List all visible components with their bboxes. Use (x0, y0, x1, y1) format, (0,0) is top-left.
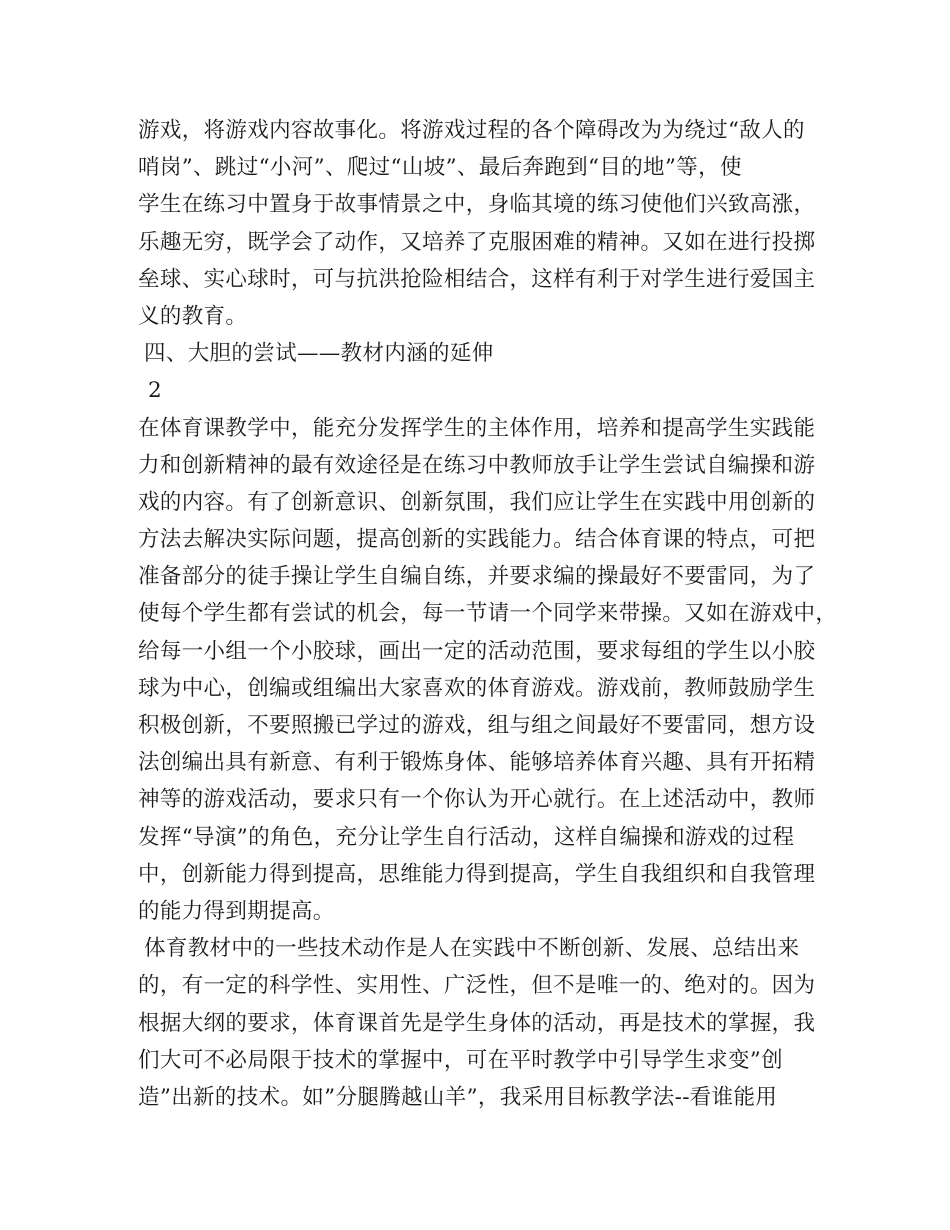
paragraph-line: 球为中心，创编或组编出大家喜欢的体育游戏。游戏前，教师鼓励学生 (138, 675, 816, 701)
paragraph-line: 垒球、实心球时，可与抗洪抢险相结合，这样有利于对学生进行爱国主 (138, 266, 816, 292)
paragraph-line: 中，创新能力得到提高，思维能力得到提高，学生自我组织和自我管理 (138, 861, 816, 887)
paragraph-line: 哨岗”、跳过“小河”、爬过“山坡”、最后奔跑到“目的地”等，使 (138, 155, 742, 181)
paragraph-line: 积极创新，不要照搬已学过的游戏，组与组之间最好不要雷同，想方设 (138, 713, 816, 738)
paragraph-line: 的能力得到期提高。 (138, 898, 335, 924)
paragraph-line: 造”出新的技术。如”分腿腾越山羊”，我采用目标教学法--看谁能用 (138, 1084, 778, 1110)
paragraph-line: 力和创新精神的最有效途径是在练习中教师放手让学生尝试自编操和游 (138, 452, 816, 478)
paragraph-line: 游戏，将游戏内容故事化。将游戏过程的各个障碍改为为绕过“敌人的 (138, 118, 805, 143)
paragraph-line: 准备部分的徒手操让学生自编自练，并要求编的操最好不要雷同，为了 (138, 564, 816, 590)
paragraph-line: 根据大纲的要求，体育课首先是学生身体的活动，再是技术的掌握，我 (138, 1010, 816, 1036)
paragraph-line: 方法去解决实际问题，提高创新的实践能力。结合体育课的特点，可把 (138, 527, 816, 553)
paragraph-line: 神等的游戏活动，要求只有一个你认为开心就行。在上述活动中，教师 (138, 787, 816, 813)
document-body (138, 112, 838, 1116)
paragraph-line: 戏的内容。有了创新意识、创新氛围，我们应让学生在实践中用创新的 (138, 489, 816, 515)
paragraph-line: 体育教材中的一些技术动作是人在实践中不断创新、发展、总结出来 (144, 936, 800, 962)
paragraph-line: 使每个学生都有尝试的机会，每一节请一个同学来带操。又如在游戏中， (138, 601, 838, 627)
paragraph-line: 在体育课教学中，能充分发挥学生的主体作用，培养和提高学生实践能 (138, 415, 816, 441)
paragraph-line: 义的教育。 (138, 303, 248, 329)
paragraph-line: 乐趣无穷，既学会了动作，又培养了克服困难的精神。又如在进行投掷 (138, 229, 816, 255)
paragraph-line: 法创编出具有新意、有利于锻炼身体、能够培养体育兴趣、具有开拓精 (138, 750, 816, 776)
paragraph-line: 给每一小组一个小胶球，画出一定的活动范围，要求每组的学生以小胶 (138, 638, 816, 664)
paragraph-line: 的，有一定的科学性、实用性、广泛性，但不是唯一的、绝对的。因为 (138, 973, 816, 999)
section-heading: 四、大胆的尝试——教材内涵的延伸 (144, 341, 494, 367)
page-number: 2 (148, 378, 163, 404)
paragraph-line: 学生在练习中置身于故事情景之中，身临其境的练习使他们兴致高涨， (138, 192, 816, 218)
paragraph-line: 们大可不必局限于技术的掌握中，可在平时教学中引导学生求变”创 (138, 1047, 783, 1073)
paragraph-line: 发挥“导演”的角色，充分让学生自行活动，这样自编操和游戏的过程 (138, 824, 795, 850)
